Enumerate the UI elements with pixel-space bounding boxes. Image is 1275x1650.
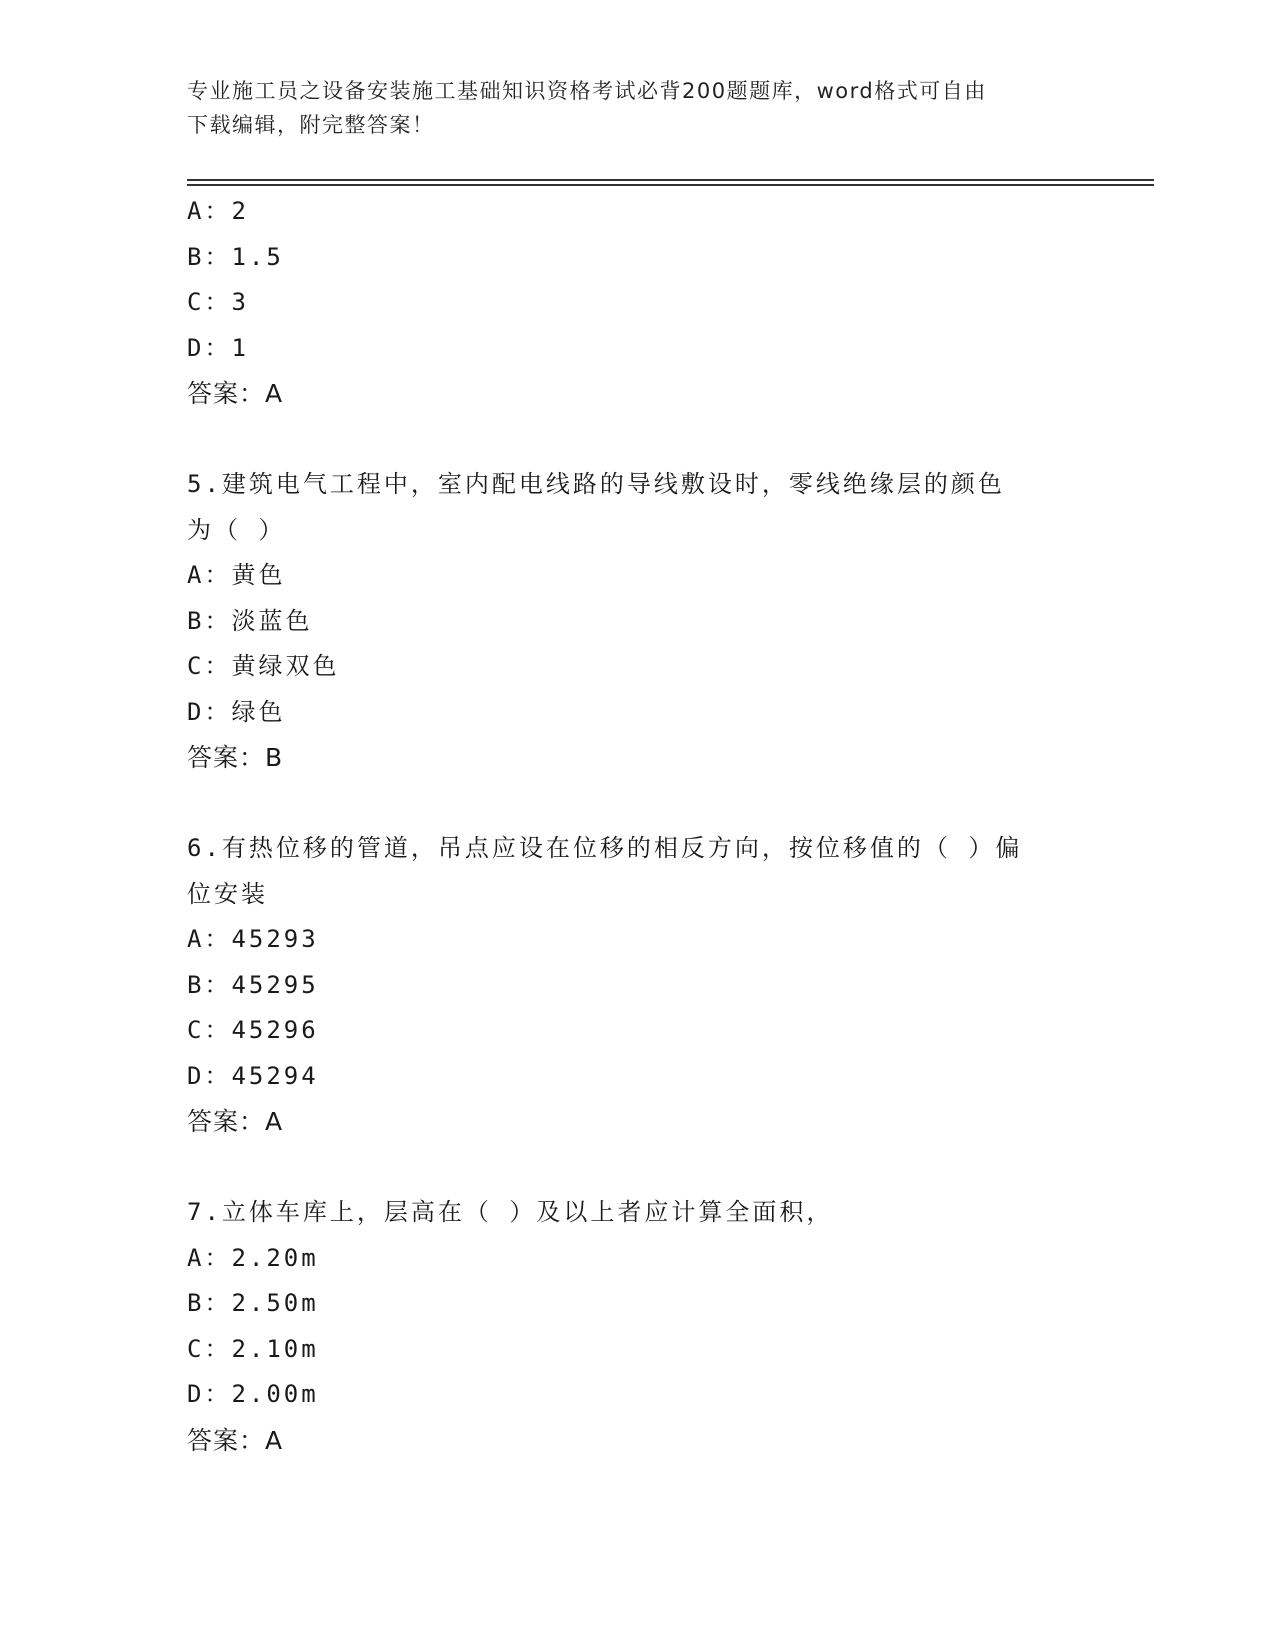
header-title-line-1: 专业施工员之设备安装施工基础知识资格考试必背200题题库，word格式可自由: [187, 79, 987, 103]
q6-option-a: A：45293: [187, 925, 319, 953]
q4-option-c: C：3: [187, 288, 249, 316]
q5-option-c: C：黄绿双色: [187, 652, 340, 680]
q5-question-line-2: 为（ ）: [187, 515, 286, 544]
header-divider-top: [187, 179, 1154, 181]
q6-answer: 答案：A: [187, 1107, 284, 1136]
question-4-block: [187, 189, 1087, 417]
q6-question-line-1: 6.有热位移的管道，吊点应设在位移的相反方向，按位移值的（ ）偏: [187, 834, 1023, 862]
q5-option-d: D：绿色: [187, 697, 286, 726]
spacer: [187, 417, 1087, 463]
question-6-block: [187, 826, 1087, 1145]
q6-option-c: C：45296: [187, 1016, 319, 1044]
q6-option-b: B：45295: [187, 970, 319, 999]
q5-question-line-1: 5.建筑电气工程中，室内配电线路的导线敷设时，零线绝缘层的颜色: [187, 470, 1005, 498]
q7-option-a: A：2.20m: [187, 1243, 319, 1272]
q5-answer: 答案：B: [187, 743, 284, 772]
q7-option-d: D：2.00m: [187, 1380, 319, 1408]
q5-option-b: B：淡蓝色: [187, 606, 313, 635]
q4-option-d: D：1: [187, 333, 249, 362]
spacer: [187, 781, 1087, 827]
q4-option-a: A：2: [187, 197, 249, 225]
q7-answer: 答案：A: [187, 1425, 284, 1455]
header-divider-bottom: [187, 184, 1154, 186]
q4-answer: 答案：A: [187, 379, 284, 408]
document-header: [187, 74, 1087, 142]
q6-option-d: D：45294: [187, 1061, 319, 1090]
q7-question-line-1: 7.立体车库上，层高在（ ）及以上者应计算全面积，: [187, 1198, 834, 1226]
question-5-block: [187, 462, 1087, 781]
header-title-line-2: 下载编辑，附完整答案！: [187, 113, 435, 137]
question-7-block: [187, 1190, 1087, 1463]
spacer: [187, 1145, 1087, 1191]
q7-option-b: B：2.50m: [187, 1289, 319, 1317]
q4-option-b: B：1.5: [187, 242, 284, 271]
q7-option-c: C：2.10m: [187, 1334, 319, 1363]
question-list: [187, 189, 1087, 1463]
q5-option-a: A：黄色: [187, 561, 286, 589]
q6-question-line-2: 位安装: [187, 879, 268, 908]
